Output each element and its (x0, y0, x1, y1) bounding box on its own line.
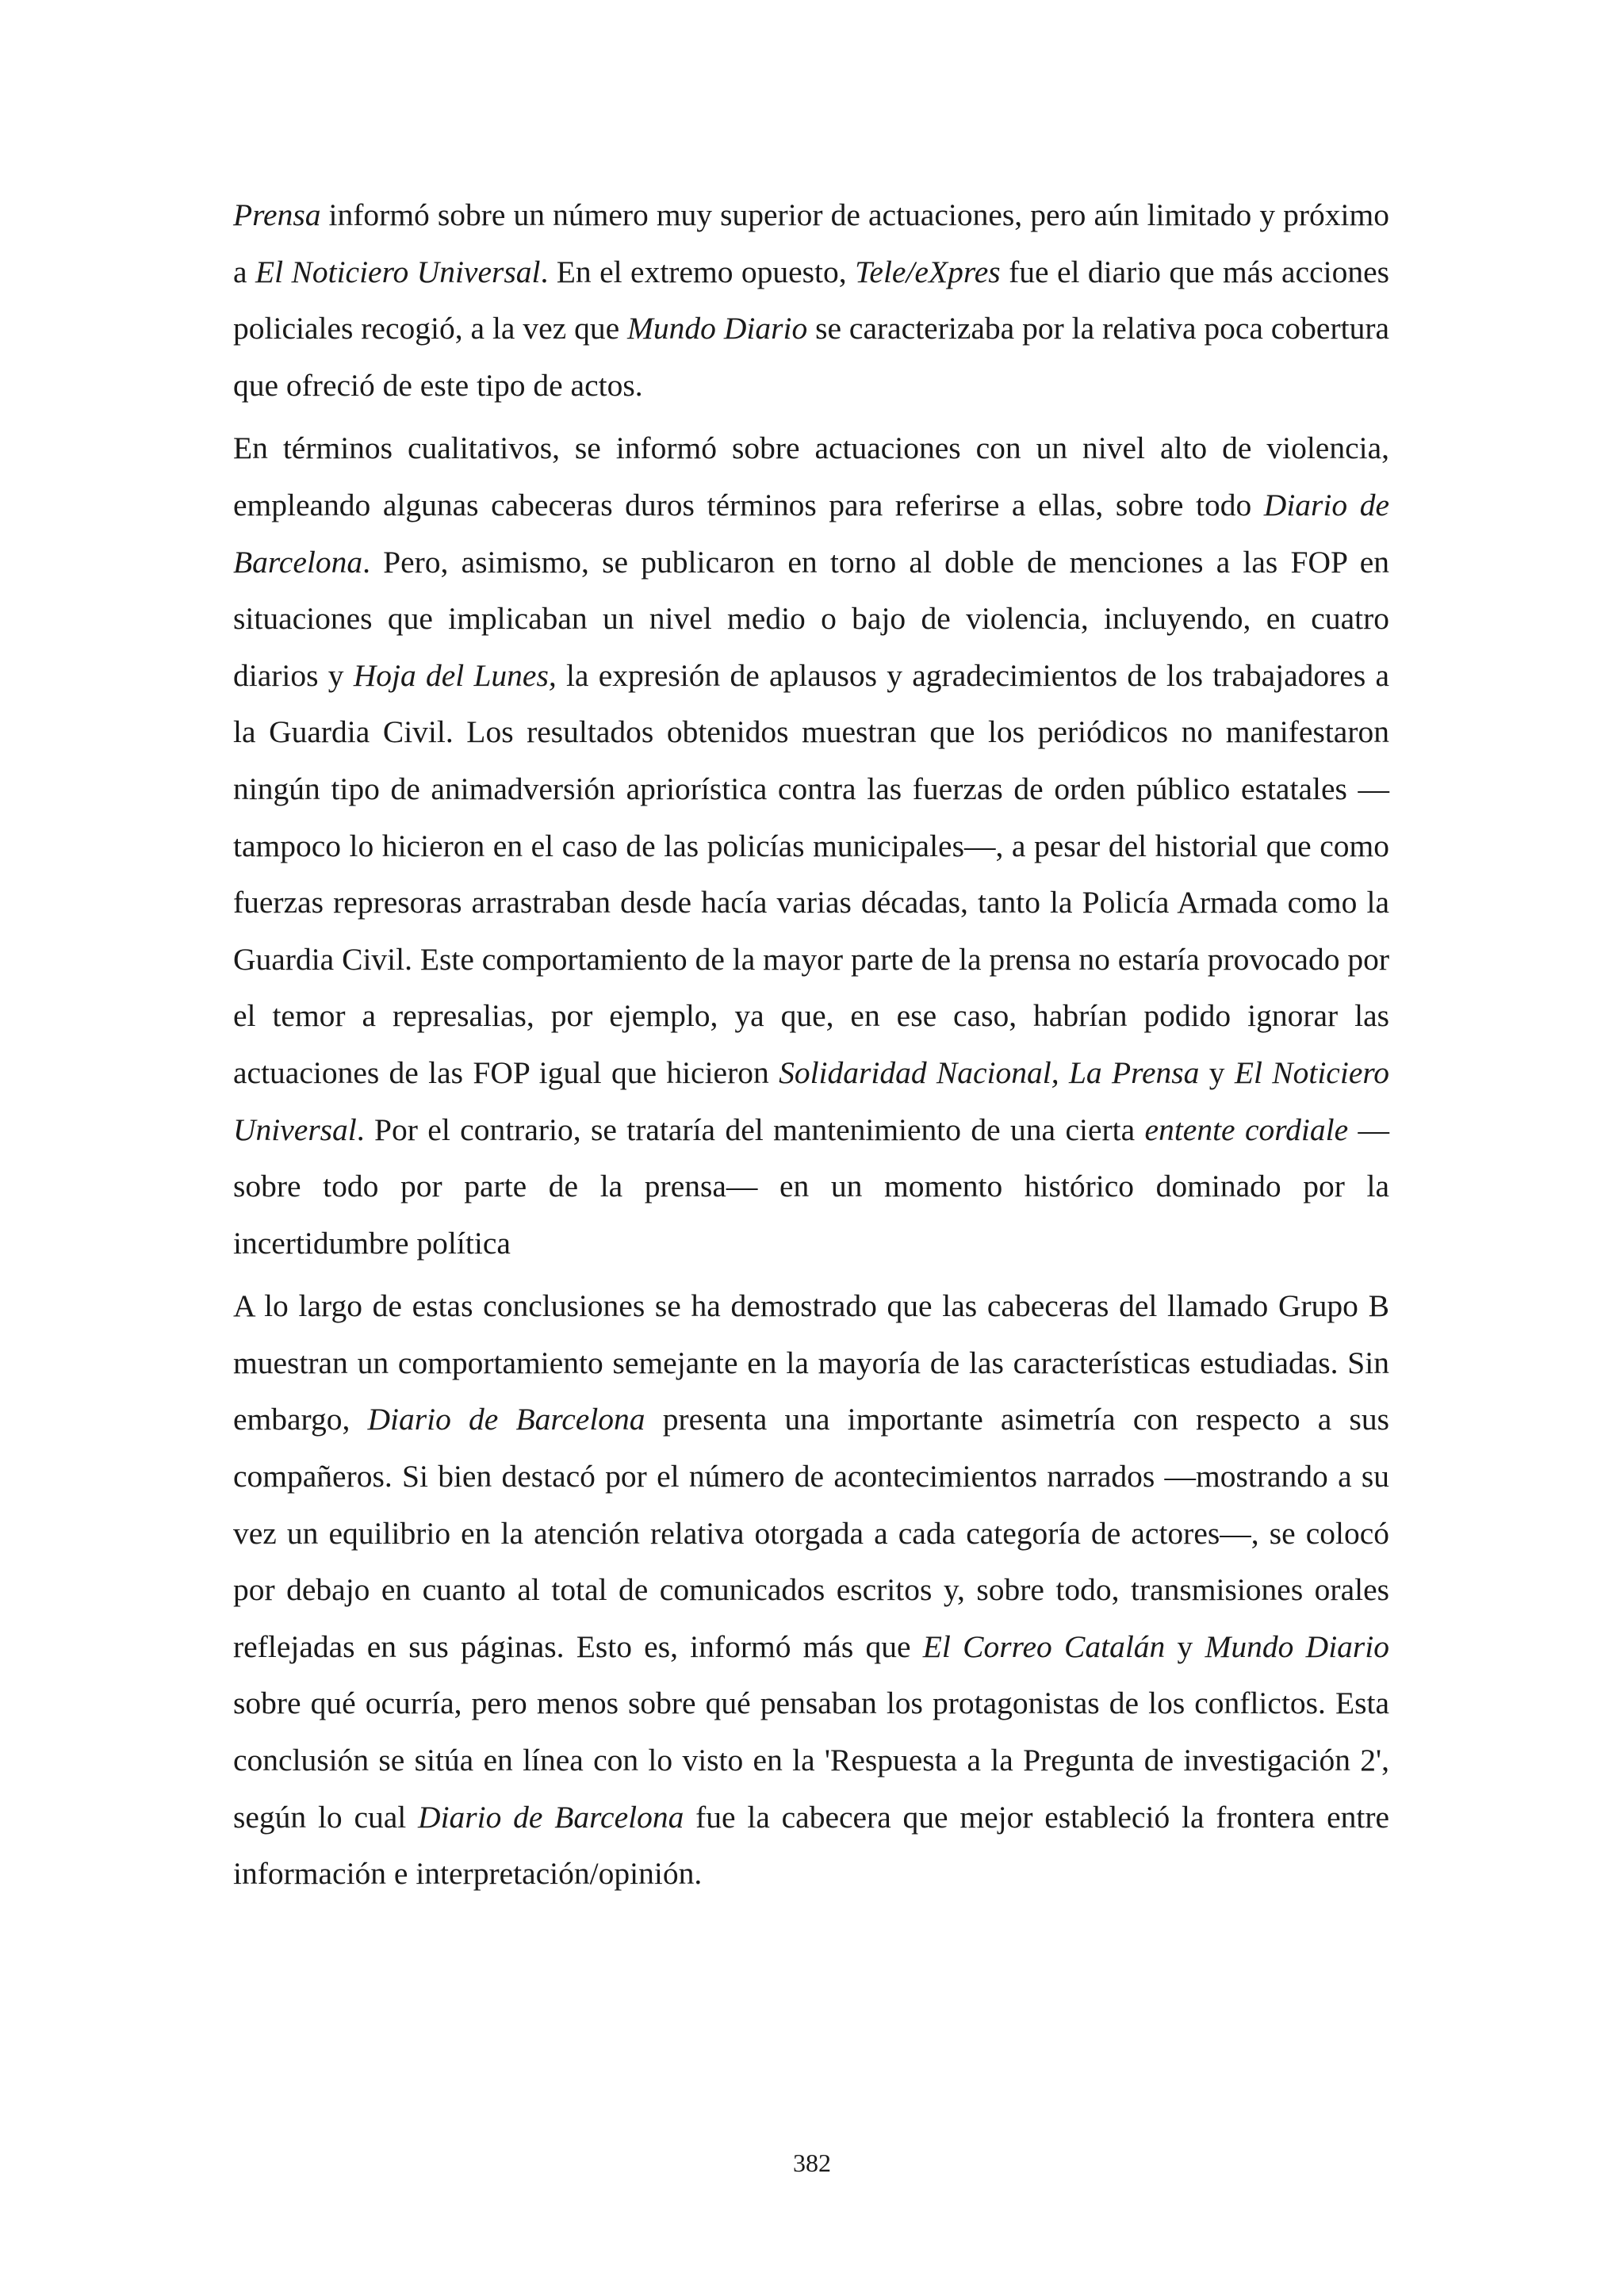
italic-title-run: Prensa (233, 197, 321, 232)
text-run: —sobre todo por parte de la prensa— en un momento histórico dominado por la incertidumbre política (233, 1112, 1390, 1261)
italic-title-run: El Noticiero Universal (255, 254, 541, 289)
paragraph-1 (233, 187, 1389, 414)
text-run: . Por el contrario, se trataría del mantenimiento de una cierta (356, 1112, 1145, 1147)
text-run: sobre qué ocurría, pero menos sobre qué pensaban los protagonistas de los conflictos. Esta conclusión se sitúa en línea con lo visto en la 'Respuesta a la Pregunta de investigación 2', según lo cual (233, 1686, 1389, 1835)
page-number: 382 (793, 2149, 831, 2177)
text-run: . Pero, asimismo, se publicaron en torno al doble de menciones a las FOP en situaciones que implicaban un nivel medio o bajo de violencia, incluyendo, en cuatro diarios y (233, 544, 1389, 693)
paragraph-3 (233, 1278, 1389, 1903)
italic-title-run: El Noticiero Universal (233, 1054, 1390, 1147)
italic-title-run: entente cordiale (1144, 1112, 1349, 1147)
text-run: A lo largo de estas conclusiones se ha demostrado que las cabeceras del llamado Grupo B muestran un comportamiento semejante en la mayoría de las características estudiadas. Sin embargo, (233, 1288, 1389, 1437)
paragraph-2 (233, 420, 1389, 1272)
italic-title-run: Solidaridad Nacional, La Prensa (779, 1054, 1200, 1090)
text-run: y (1165, 1628, 1205, 1664)
text-run: fue el diario que más acciones policiales recogió, a la vez que (233, 254, 1389, 346)
text-run: . En el extremo opuesto, (540, 254, 856, 289)
text-run: la expresión de aplausos y agradecimientos de los trabajadores a la Guardia Civil. Los resultados obtenidos muestran que los periódicos no manifestaron ningún tipo de animadversión apriorística contra las fuerzas de orden público estatales —tampoco lo hicieron en el caso de las policías municipales—, a pesar del historial que como fuerzas represoras arrastraban desde hacía varias décadas, tanto la Policía Armada como la Guardia Civil. Este comportamiento de la mayor parte de la prensa no estaría provocado por el temor a represalias, por ejemplo, ya que, en ese caso, habrían podido ignorar las actuaciones de las FOP igual que hicieron (233, 657, 1389, 1090)
text-run: En términos cualitativos, se informó sobre actuaciones con un nivel alto de violencia, empleando algunas cabeceras duros términos para referirse a ellas, sobre todo (233, 430, 1389, 522)
italic-title-run: Mundo Diario (627, 311, 808, 346)
italic-title-run: Mundo Diario (1205, 1628, 1390, 1664)
italic-title-run: Tele/eXpres (855, 254, 1001, 289)
italic-title-run: Diario de Barcelona (367, 1402, 645, 1437)
text-run: informó sobre un número muy superior de actuaciones, pero aún limitado y próximo a (233, 197, 1389, 289)
italic-title-run: Hoja del Lunes, (353, 657, 557, 693)
italic-title-run: El Correo Catalán (922, 1628, 1166, 1664)
text-run: se caracterizaba por la relativa poca cobertura que ofreció de este tipo de actos. (233, 311, 1390, 403)
text-run: presenta una importante asimetría con respecto a sus compañeros. Si bien destacó por el número de acontecimientos narrados —mostrando a su vez un equilibrio en la atención relativa otorgada a cada categoría de actores—, se colocó por debajo en cuanto al total de comunicados escritos y, sobre todo, transmisiones orales reflejadas en sus páginas. Esto es, informó más que (233, 1402, 1389, 1664)
text-run: y (1199, 1054, 1235, 1090)
page-body (233, 187, 1389, 1909)
text-run: fue la cabecera que mejor estableció la frontera entre información e interpretación/opinión. (233, 1799, 1390, 1892)
italic-title-run: Diario de Barcelona (418, 1799, 684, 1835)
italic-title-run: Diario de Barcelona (233, 487, 1389, 580)
